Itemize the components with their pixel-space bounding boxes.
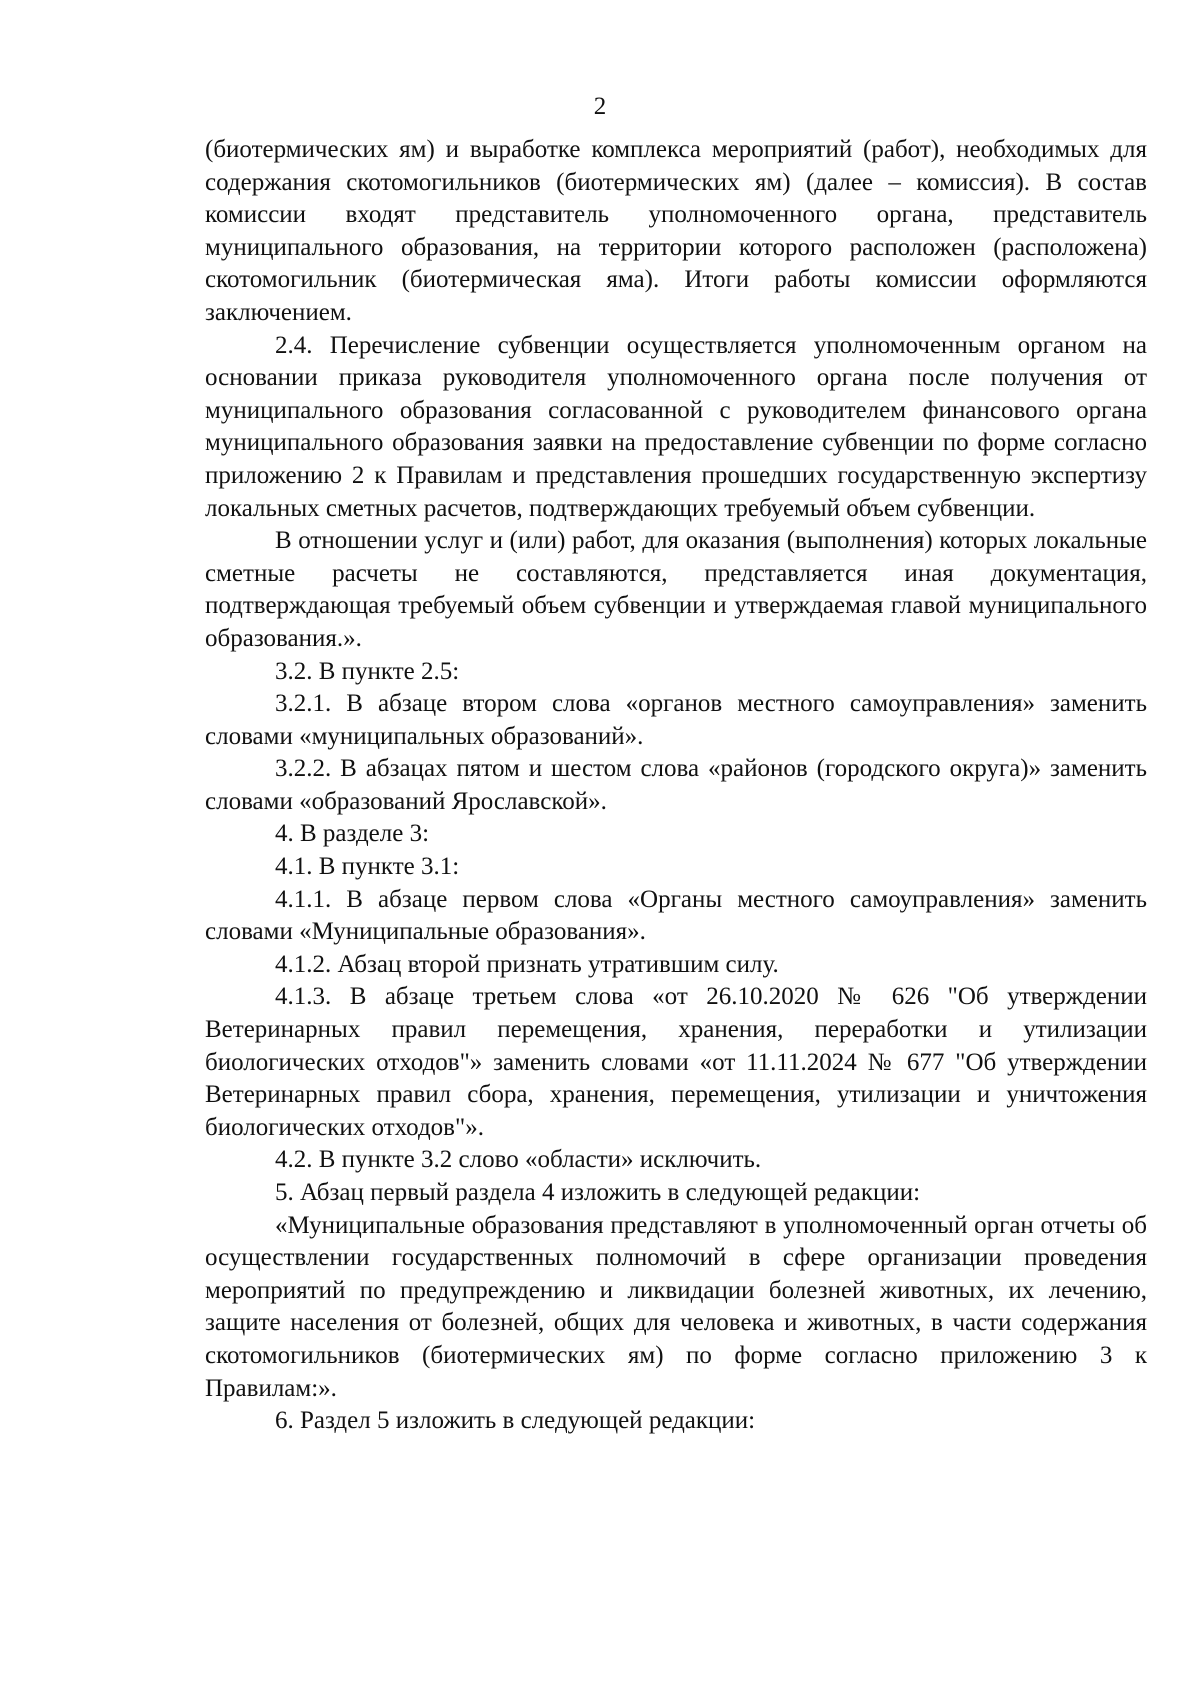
paragraph-3-2-1: 3.2.1. В абзаце втором слова «органов местного самоуправления» заменить словами «муниципальных образований». bbox=[205, 690, 1147, 750]
page-number: 2 bbox=[593, 93, 607, 120]
paragraph-other-documentation: В отношении услуг и (или) работ, для оказания (выполнения) которых локальные сметные расчеты не составляются, представляется иная документация, подтверждающая требуемый объем субвенции и утверждаемая главой муниципального образования.». bbox=[205, 527, 1147, 652]
paragraph-5-new-text: «Муниципальные образования представляют в уполномоченный орган отчеты об осуществлении государственных полномочий в сфере организации проведения мероприятий по предупреждению и ликвидации болезней животных, их лечению, защите населения от болезней, общих для человека и животных, в части содержания скотомогильников (биотермических ям) по форме согласно приложению 3 к Правилам:». bbox=[205, 1211, 1147, 1402]
paragraph-2-4: 2.4. Перечисление субвенции осуществляется уполномоченным органом на основании приказа руководителя уполномоченного органа после получения от муниципального образования согласованной с руководителем финансового органа муниципального образования заявки на предоставление субвенции по форме согласно приложению 2 к Правилам и представления прошедших государственную экспертизу локальных сметных расчетов, подтверждающих требуемый объем субвенции. bbox=[205, 331, 1147, 522]
paragraph-3-2-2: 3.2.2. В абзацах пятом и шестом слова «районов (городского округа)» заменить словами «образований Ярославской». bbox=[205, 755, 1147, 815]
paragraph-4-1-1: 4.1.1. В абзаце первом слова «Органы местного самоуправления» заменить словами «Муниципальные образования». bbox=[205, 885, 1147, 946]
paragraph-5: 5. Абзац первый раздела 4 изложить в следующей редакции: bbox=[275, 1179, 921, 1206]
paragraph-4: 4. В разделе 3: bbox=[275, 820, 430, 848]
paragraph-4-1-2: 4.1.2. Абзац второй признать утратившим силу. bbox=[275, 950, 779, 978]
document-body bbox=[205, 134, 1147, 1438]
paragraph-4-2: 4.2. В пункте 3.2 слово «области» исключить. bbox=[275, 1146, 762, 1174]
paragraph-commission-continuation: (биотермических ям) и выработке комплекса мероприятий (работ), необходимых для содержания скотомогильников (биотермических ям) (далее – комиссия). В состав комиссии входят представитель уполномоченного органа, представитель муниципального образования, на территории которого расположен (расположена) скотомогильник (биотермическая яма). Итоги работы комиссии оформляются заключением. bbox=[205, 136, 1147, 326]
paragraph-4-1: 4.1. В пункте 3.1: bbox=[275, 853, 460, 881]
paragraph-4-1-3: 4.1.3. В абзаце третьем слова «от 26.10.2020 № 626 "Об утверждении Ветеринарных правил перемещения, хранения, переработки и утилизации биологических отходов"» заменить словами «от 11.11.2024 № 677 "Об утверждении Ветеринарных правил сбора, хранения, перемещения, утилизации и уничтожения биологических отходов"». bbox=[205, 983, 1147, 1141]
paragraph-6: 6. Раздел 5 изложить в следующей редакции: bbox=[275, 1407, 756, 1435]
paragraph-3-2: 3.2. В пункте 2.5: bbox=[275, 657, 460, 685]
